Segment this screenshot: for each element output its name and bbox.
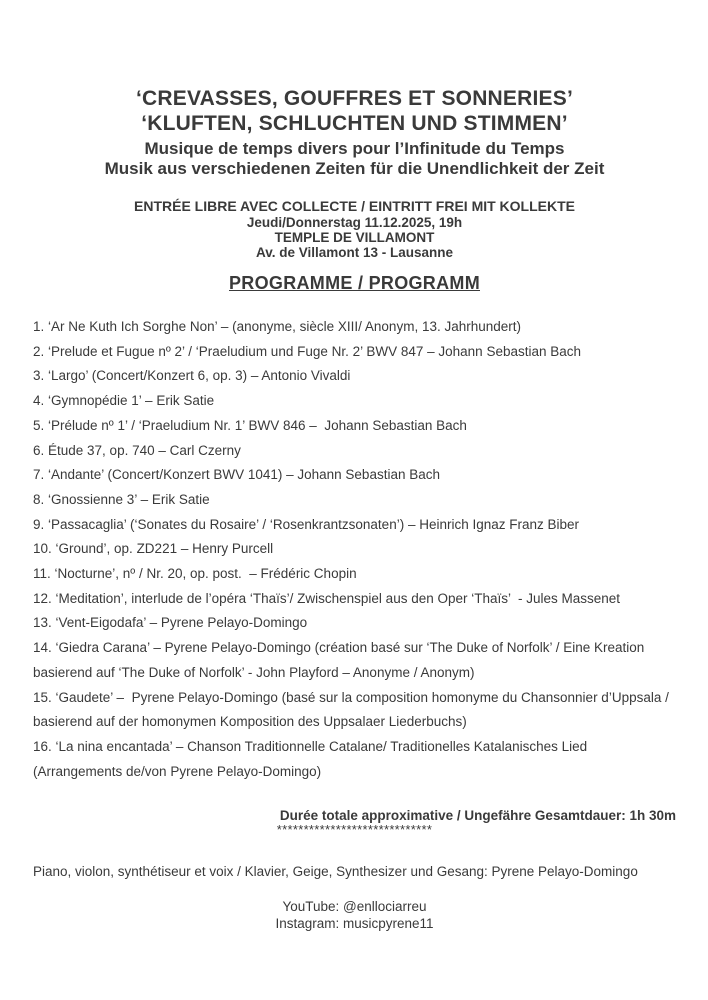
program-item: 14. ‘Giedra Carana’ – Pyrene Pelayo-Domingo (création basé sur ‘The Duke of Norfolk’ / Eine Kreation basierend auf ‘The Duke of Norfolk’ - John Playford – Anonyme / Anonym) [33, 640, 649, 680]
program-item: 7. ‘Andante’ (Concert/Konzert BWV 1041) – Johann Sebastian Bach [33, 467, 440, 483]
program-item: 15. ‘Gaudete’ – Pyrene Pelayo-Domingo (basé sur la composition homonyme du Chansonnier d’Uppsala / basierend auf der homonymen Komposition des Uppsalaer Liederbuchs) [33, 689, 673, 730]
program-list [33, 315, 676, 784]
program-item: 5. ‘Prélude nº 1’ / ‘Praeludium Nr. 1’ BWV 846 – Johann Sebastian Bach [33, 417, 467, 433]
subtitle-block [33, 139, 676, 179]
program-heading: PROGRAMME / PROGRAMM [229, 273, 480, 293]
venue-address-line: Av. de Villamont 13 - Lausanne [255, 245, 454, 260]
subtitle-french: Musique de temps divers pour l’Infinitude du Temps [144, 139, 565, 158]
youtube-handle-line: YouTube: @enllociarreu [282, 899, 427, 915]
social-links-block [33, 898, 676, 932]
program-item: 9. ‘Passacaglia’ (‘Sonates du Rosaire’ / ‘Rosenkrantzsonaten’) – Heinrich Ignaz Franz Biber [33, 516, 580, 532]
program-item: 2. ‘Prelude et Fugue nº 2’ / ‘Praeludium und Fuge Nr. 2’ BWV 847 – Johann Sebastian Bach [33, 343, 582, 359]
performers-line: Piano, violon, synthétiseur et voix / Klavier, Geige, Synthesizer und Gesang: Pyrene Pelayo-Domingo [33, 864, 638, 880]
program-item: 1. ‘Ar Ne Kuth Ich Sorghe Non’ – (anonyme, siècle XIII/ Anonym, 13. Jahrhundert) [33, 319, 522, 334]
asterisk-divider: ***************************** [276, 822, 433, 838]
program-item: 11. ‘Nocturne’, nº / Nr. 20, op. post. – Frédéric Chopin [33, 566, 357, 582]
program-item: 4. ‘Gymnopédie 1’ – Erik Satie [33, 393, 215, 409]
program-item: 12. ‘Meditation’, interlude de l’opéra ‘Thaïs’/ Zwischenspiel aus den Oper ‘Thaïs’ - Jules Massenet [33, 590, 621, 606]
program-item: 3. ‘Largo’ (Concert/Konzert 6, op. 3) – Antonio Vivaldi [33, 368, 351, 384]
venue-name-line: TEMPLE DE VILLAMONT [274, 230, 435, 245]
program-item: 6. Étude 37, op. 740 – Carl Czerny [33, 442, 241, 458]
event-date-line: Jeudi/Donnerstag 11.12.2025, 19h [246, 215, 463, 230]
duration-line: Durée totale approximative / Ungefähre Gesamtdauer: 1h 30m [279, 808, 676, 824]
program-item: 13. ‘Vent-Eigodafa’ – Pyrene Pelayo-Domingo [33, 615, 308, 631]
subtitle-german: Musik aus verschiedenen Zeiten für die Unendlichkeit der Zeit [104, 159, 605, 178]
title-line-french: ‘CREVASSES, GOUFFRES ET SONNERIES’ [136, 87, 573, 110]
program-item: 10. ‘Ground’, op. ZD221 – Henry Purcell [33, 541, 274, 557]
title-line-german: ‘KLUFTEN, SCHLUCHTEN UND STIMMEN’ [141, 112, 568, 135]
entry-fee-line: ENTRÉE LIBRE AVEC COLLECTE / EINTRITT FREI MIT KOLLEKTE [134, 198, 575, 214]
program-item: 16. ‘La nina encantada’ – Chanson Traditionnelle Catalane/ Traditionelles Katalanisches Lied (Arrangements de/von Pyrene Pelayo-Domingo) [33, 738, 591, 779]
program-item: 8. ‘Gnossienne 3’ – Erik Satie [33, 491, 210, 507]
event-info-block [33, 198, 676, 260]
instagram-handle-line: Instagram: musicpyrene11 [275, 916, 434, 932]
